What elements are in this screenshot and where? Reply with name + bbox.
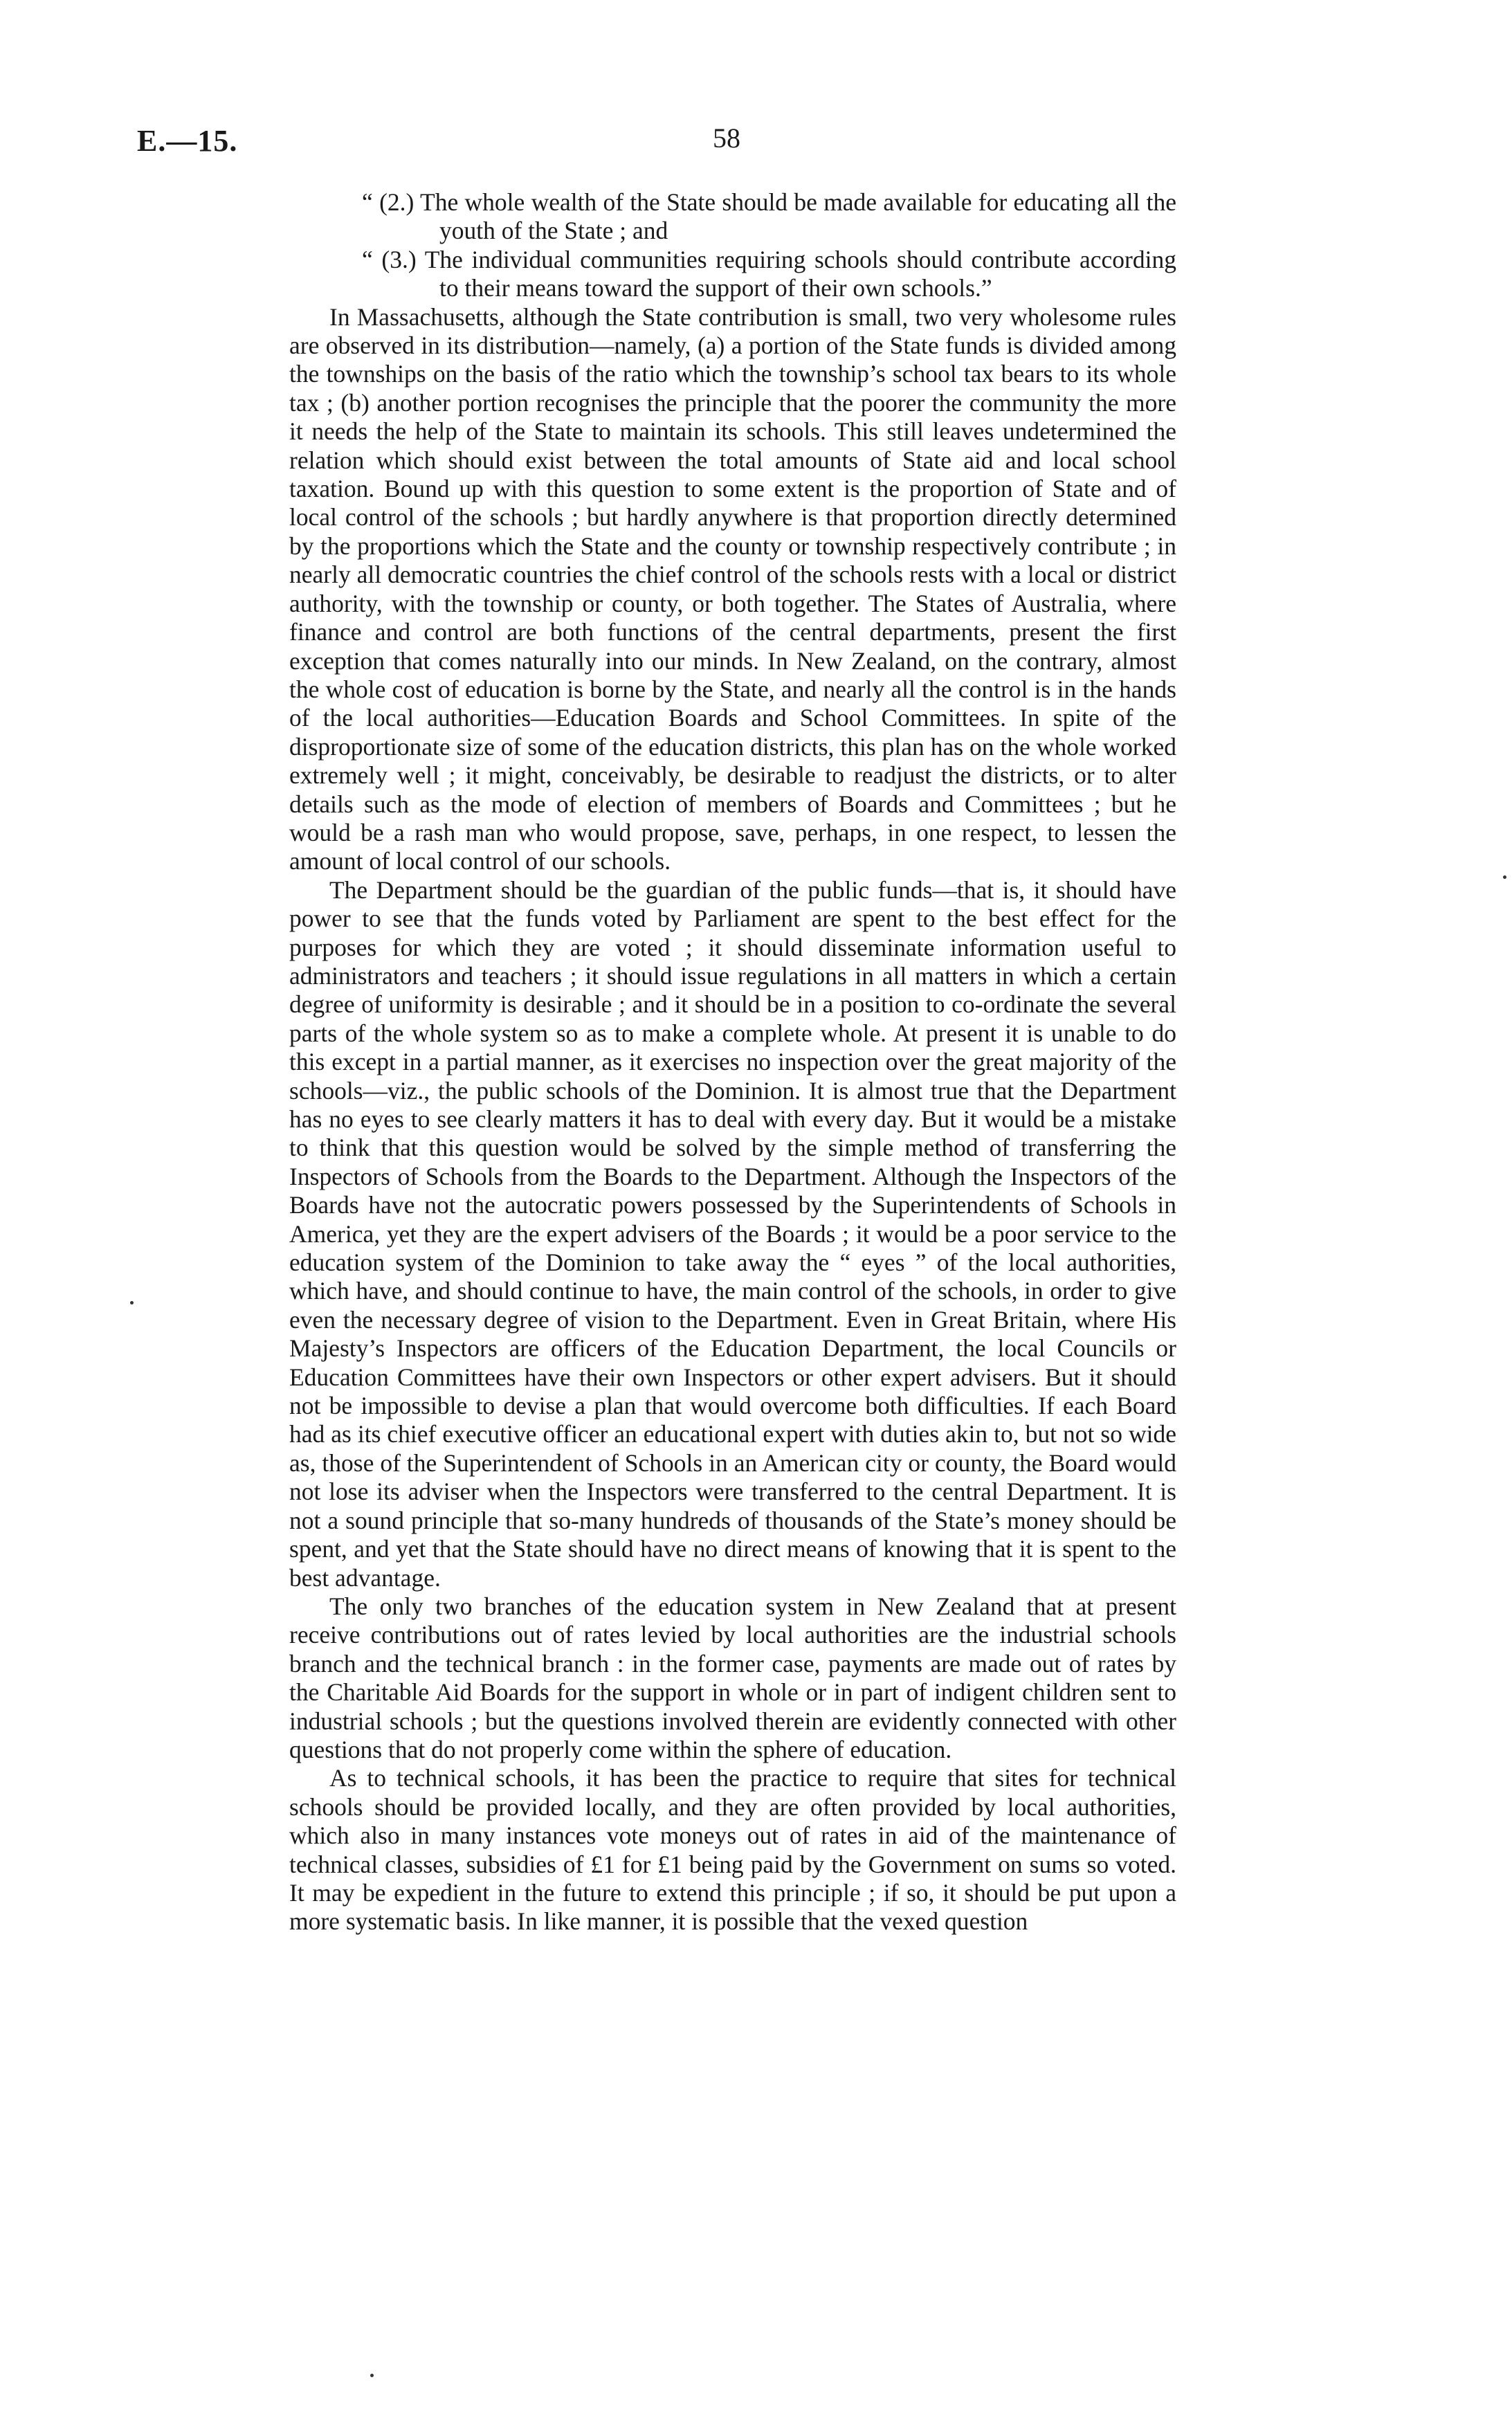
paragraph: As to technical schools, it has been the practice to require that sites for technical schools should be provided locally, and they are often provided by local authorities, which also in many instances vote moneys out of rates in aid of the maintenance of technical classes, subsidies of £1 for £1 being paid by the Government on sums so voted. It may be expedient in the future to extend this principle ; if so, it should be put upon a more systematic basis. In like manner, it is possible that the vexed question xyxy=(289,1764,1176,1936)
scan-speck xyxy=(1503,875,1506,879)
page-number: 58 xyxy=(713,122,740,154)
document-reference: E.—15. xyxy=(137,124,238,158)
quote-item: “ (3.) The individual communities requiring schools should contribute according to their means toward the support of their own schools.” xyxy=(362,245,1176,302)
quote-item: “ (2.) The whole wealth of the State should be made available for educating all the youth of the State ; and xyxy=(362,188,1176,245)
paragraph: The Department should be the guardian of the public funds—that is, it should have power to see that the funds voted by Parliament are spent to the best effect for the purposes for which they are voted ; it should disseminate information useful to administrators and teachers ; it should issue regulations in all matters in which a certain degree of uniformity is desirable ; and it should be in a position to co-ordinate the several parts of the whole system so as to make a complete whole. At present it is unable to do this except in a partial manner, as it exercises no inspection over the great majority of the schools—viz., the public schools of the Dominion. It is almost true that the Department has no eyes to see clearly matters it has to deal with every day. But it would be a mistake to think that this question would be solved by the simple method of transferring the Inspectors of Schools from the Boards to the Department. Although the Inspectors of the Boards have not the autocratic powers possessed by the Superintendents of Schools in America, yet they are the expert advisers of the Boards ; it would be a poor service to the education system of the Dominion to take away the “ eyes ” of the local authorities, which have, and should continue to have, the main control of the schools, in order to give even the necessary degree of vision to the Department. Even in Great Britain, where His Majesty’s Inspectors are officers of the Education Department, the local Councils or Education Committees have their own Inspectors or other expert advisers. But it should not be impossible to devise a plan that would overcome both difficulties. If each Board had as its chief executive officer an educational expert with duties akin to, but not so wide as, those of the Superintendent of Schools in an American city or county, the Board would not lose its adviser when the Inspectors were transferred to the central Department. It is not a sound principle that so-many hundreds of thousands of the State’s money should be spent, and yet that the State should have no direct means of knowing that it is spent to the best advantage. xyxy=(289,875,1176,1592)
document-body xyxy=(289,188,1176,1936)
paragraph: The only two branches of the education system in New Zealand that at present receive contributions out of rates levied by local authorities are the industrial schools branch and the technical branch : in the former case, payments are made out of rates by the Charitable Aid Boards for the support in whole or in part of indigent children sent to industrial schools ; but the questions involved therein are evidently connected with other questions that do not properly come within the sphere of education. xyxy=(289,1592,1176,1763)
scan-speck xyxy=(370,2374,374,2377)
paragraph: In Massachusetts, although the State contribution is small, two very wholesome rules are observed in its distribution—namely, (a) a portion of the State funds is divided among the townships on the basis of the ratio which the township’s school tax bears to its whole tax ; (b) another portion recognises the principle that the poorer the community the more it needs the help of the State to maintain its schools. This still leaves undetermined the relation which should exist between the total amounts of State aid and local school taxation. Bound up with this question to some extent is the proportion of State and of local control of the schools ; but hardly anywhere is that proportion directly determined by the proportions which the State and the county or township respectively contribute ; in nearly all democratic countries the chief control of the schools rests with a local or district authority, with the township or county, or both together. The States of Australia, where finance and control are both functions of the central departments, present the first exception that comes naturally into our minds. In New Zealand, on the contrary, almost the whole cost of education is borne by the State, and nearly all the control is in the hands of the local authorities—Education Boards and School Committees. In spite of the disproportionate size of some of the education districts, this plan has on the whole worked extremely well ; it might, conceivably, be desirable to readjust the districts, or to alter details such as the mode of election of members of Boards and Committees ; but he would be a rash man who would propose, save, perhaps, in one respect, to lessen the amount of local control of our schools. xyxy=(289,302,1176,875)
scan-speck xyxy=(130,1301,134,1305)
